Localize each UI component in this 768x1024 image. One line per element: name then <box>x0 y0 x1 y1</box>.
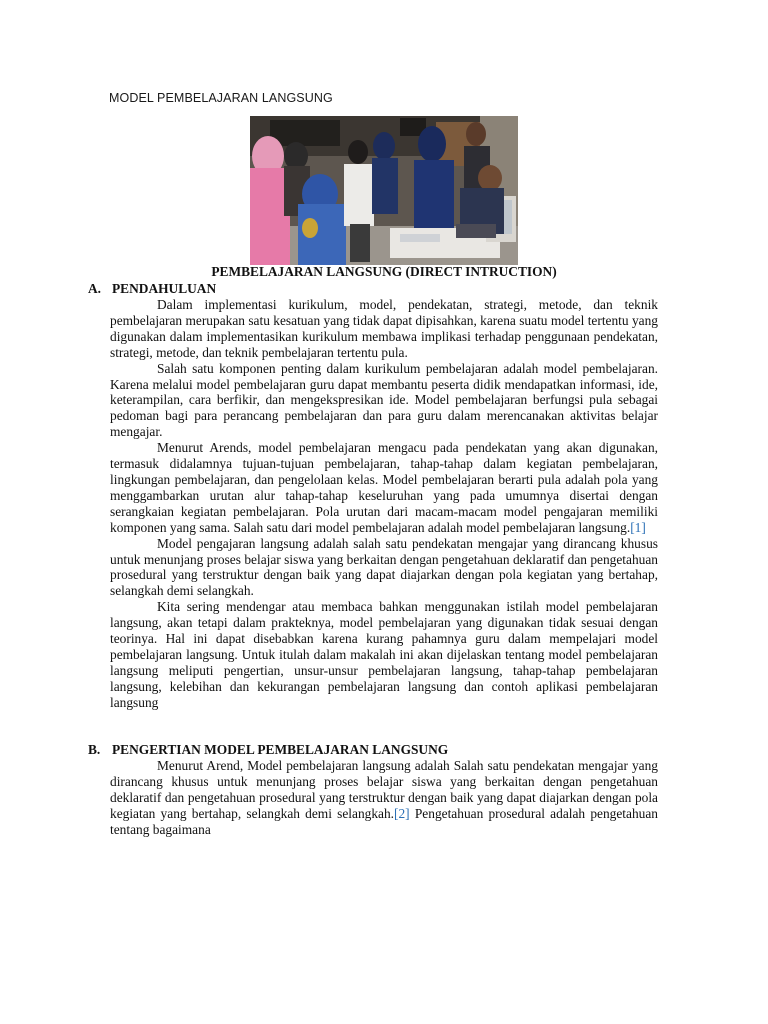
paragraph: Model pengajaran langsung adalah salah satu pendekatan mengajar yang dirancang khusus untuk menunjang proses belajar siswa yang berkaitan dengan pengetahuan deklaratif dan pengetahuan prosedural yang terstruktur dengan baik yang dapat diajarkan dengan pola kegiatan yang bertahap, selangkah demi selangkah. <box>110 535 658 599</box>
paragraph <box>110 758 658 838</box>
footnote-link-1[interactable]: [1] <box>630 519 646 535</box>
section-a-body <box>110 297 658 711</box>
section-a-heading <box>88 281 216 297</box>
section-b-heading <box>88 742 448 758</box>
section-b-title: PENGERTIAN MODEL PEMBELAJARAN LANGSUNG <box>112 742 449 757</box>
section-b-body <box>110 758 658 838</box>
section-a-letter: A. <box>88 281 102 296</box>
classroom-photo <box>250 116 518 265</box>
paragraph: Dalam implementasi kurikulum, model, pendekatan, strategi, metode, dan teknik pembelajaran merupakan satu kesatuan yang tidak dapat dipisahkan, karena suatu model tertentu yang digunakan dalam implementasikan kurikulum membawa implikasi terhadap penggunaan pendekatan, strategi, metode, dan teknik pembelajaran tertentu pula. <box>110 297 658 360</box>
section-a-title: PENDAHULUAN <box>112 281 217 296</box>
document-subtitle: PEMBELAJARAN LANGSUNG (DIRECT INTRUCTION) <box>211 264 557 279</box>
paragraph-text: Menurut Arend, Model pembelajaran langsung adalah Salah satu pendekatan mengajar yang dirancang khusus untuk menunjang proses belajar siswa yang berkaitan dengan pengetahuan deklaratif dan pengetahuan prosedural yang terstruktur dengan baik yang dapat diajarkan dengan pola kegiatan yang bertahap, selangkah demi selangkah. <box>110 758 658 821</box>
paragraph <box>110 440 658 535</box>
paragraph: Salah satu komponen penting dalam kurikulum pembelajaran adalah model pembelajaran. Karena melalui model pembelajaran guru dapat membantu peserta didik mendapatkan informasi, ide, keterampilan, cara berfikir, dan mengekspresikan ide. Model pembelajaran berfungsi pula sebagai pedoman bagi para perancang pembelajaran dan para guru dalam merencanakan aktivitas belajar mengajar. <box>110 360 658 440</box>
footnote-link-2[interactable]: [2] <box>394 805 410 821</box>
paragraph-text: Menurut Arends, model pembelajaran mengacu pada pendekatan yang akan digunakan, termasuk didalamnya tujuan-tujuan pembelajaran, tahap-tahap dalam kegiatan pembelajaran, lingkungan pembelajaran, dan pengelolaan kelas. Model pembelajaran berarti pula adalah pola yang menggambarkan urutan alur tahap-tahap keseluruhan yang pada umumnya disertai dengan serangkaian kegiatan pembelajaran. Pola urutan dari macam-macam model pengajaran memiliki komponen yang sama. Salah satu dari model pembelajaran adalah model pembelajaran langsung. <box>110 440 658 535</box>
document-title: MODEL PEMBELAJARAN LANGSUNG <box>109 91 333 105</box>
paragraph-text-continued: Pengetahuan prosedural adalah pengetahuan tentang bagaimana <box>110 805 658 837</box>
paragraph: Kita sering mendengar atau membaca bahkan menggunakan istilah model pembelajaran langsung, akan tetapi dalam prakteknya, model pembelajaran yang digunakan tidak sesuai dengan teorinya. Hal ini dapat disebabkan karena kurang pahamnya guru dalam mempelajari model pembelajaran langsung. Untuk itulah dalam makalah ini akan dijelaskan tentang model pembelajaran langsung meliputi pengertian, unsur-unsur pembelajaran langsung, tahap-tahap pembelajaran langsung, kelebihan dan kekurangan pembelajaran langsung dan contoh aplikasi pembelajaran langsung <box>110 599 658 710</box>
section-b-letter: B. <box>88 742 101 757</box>
